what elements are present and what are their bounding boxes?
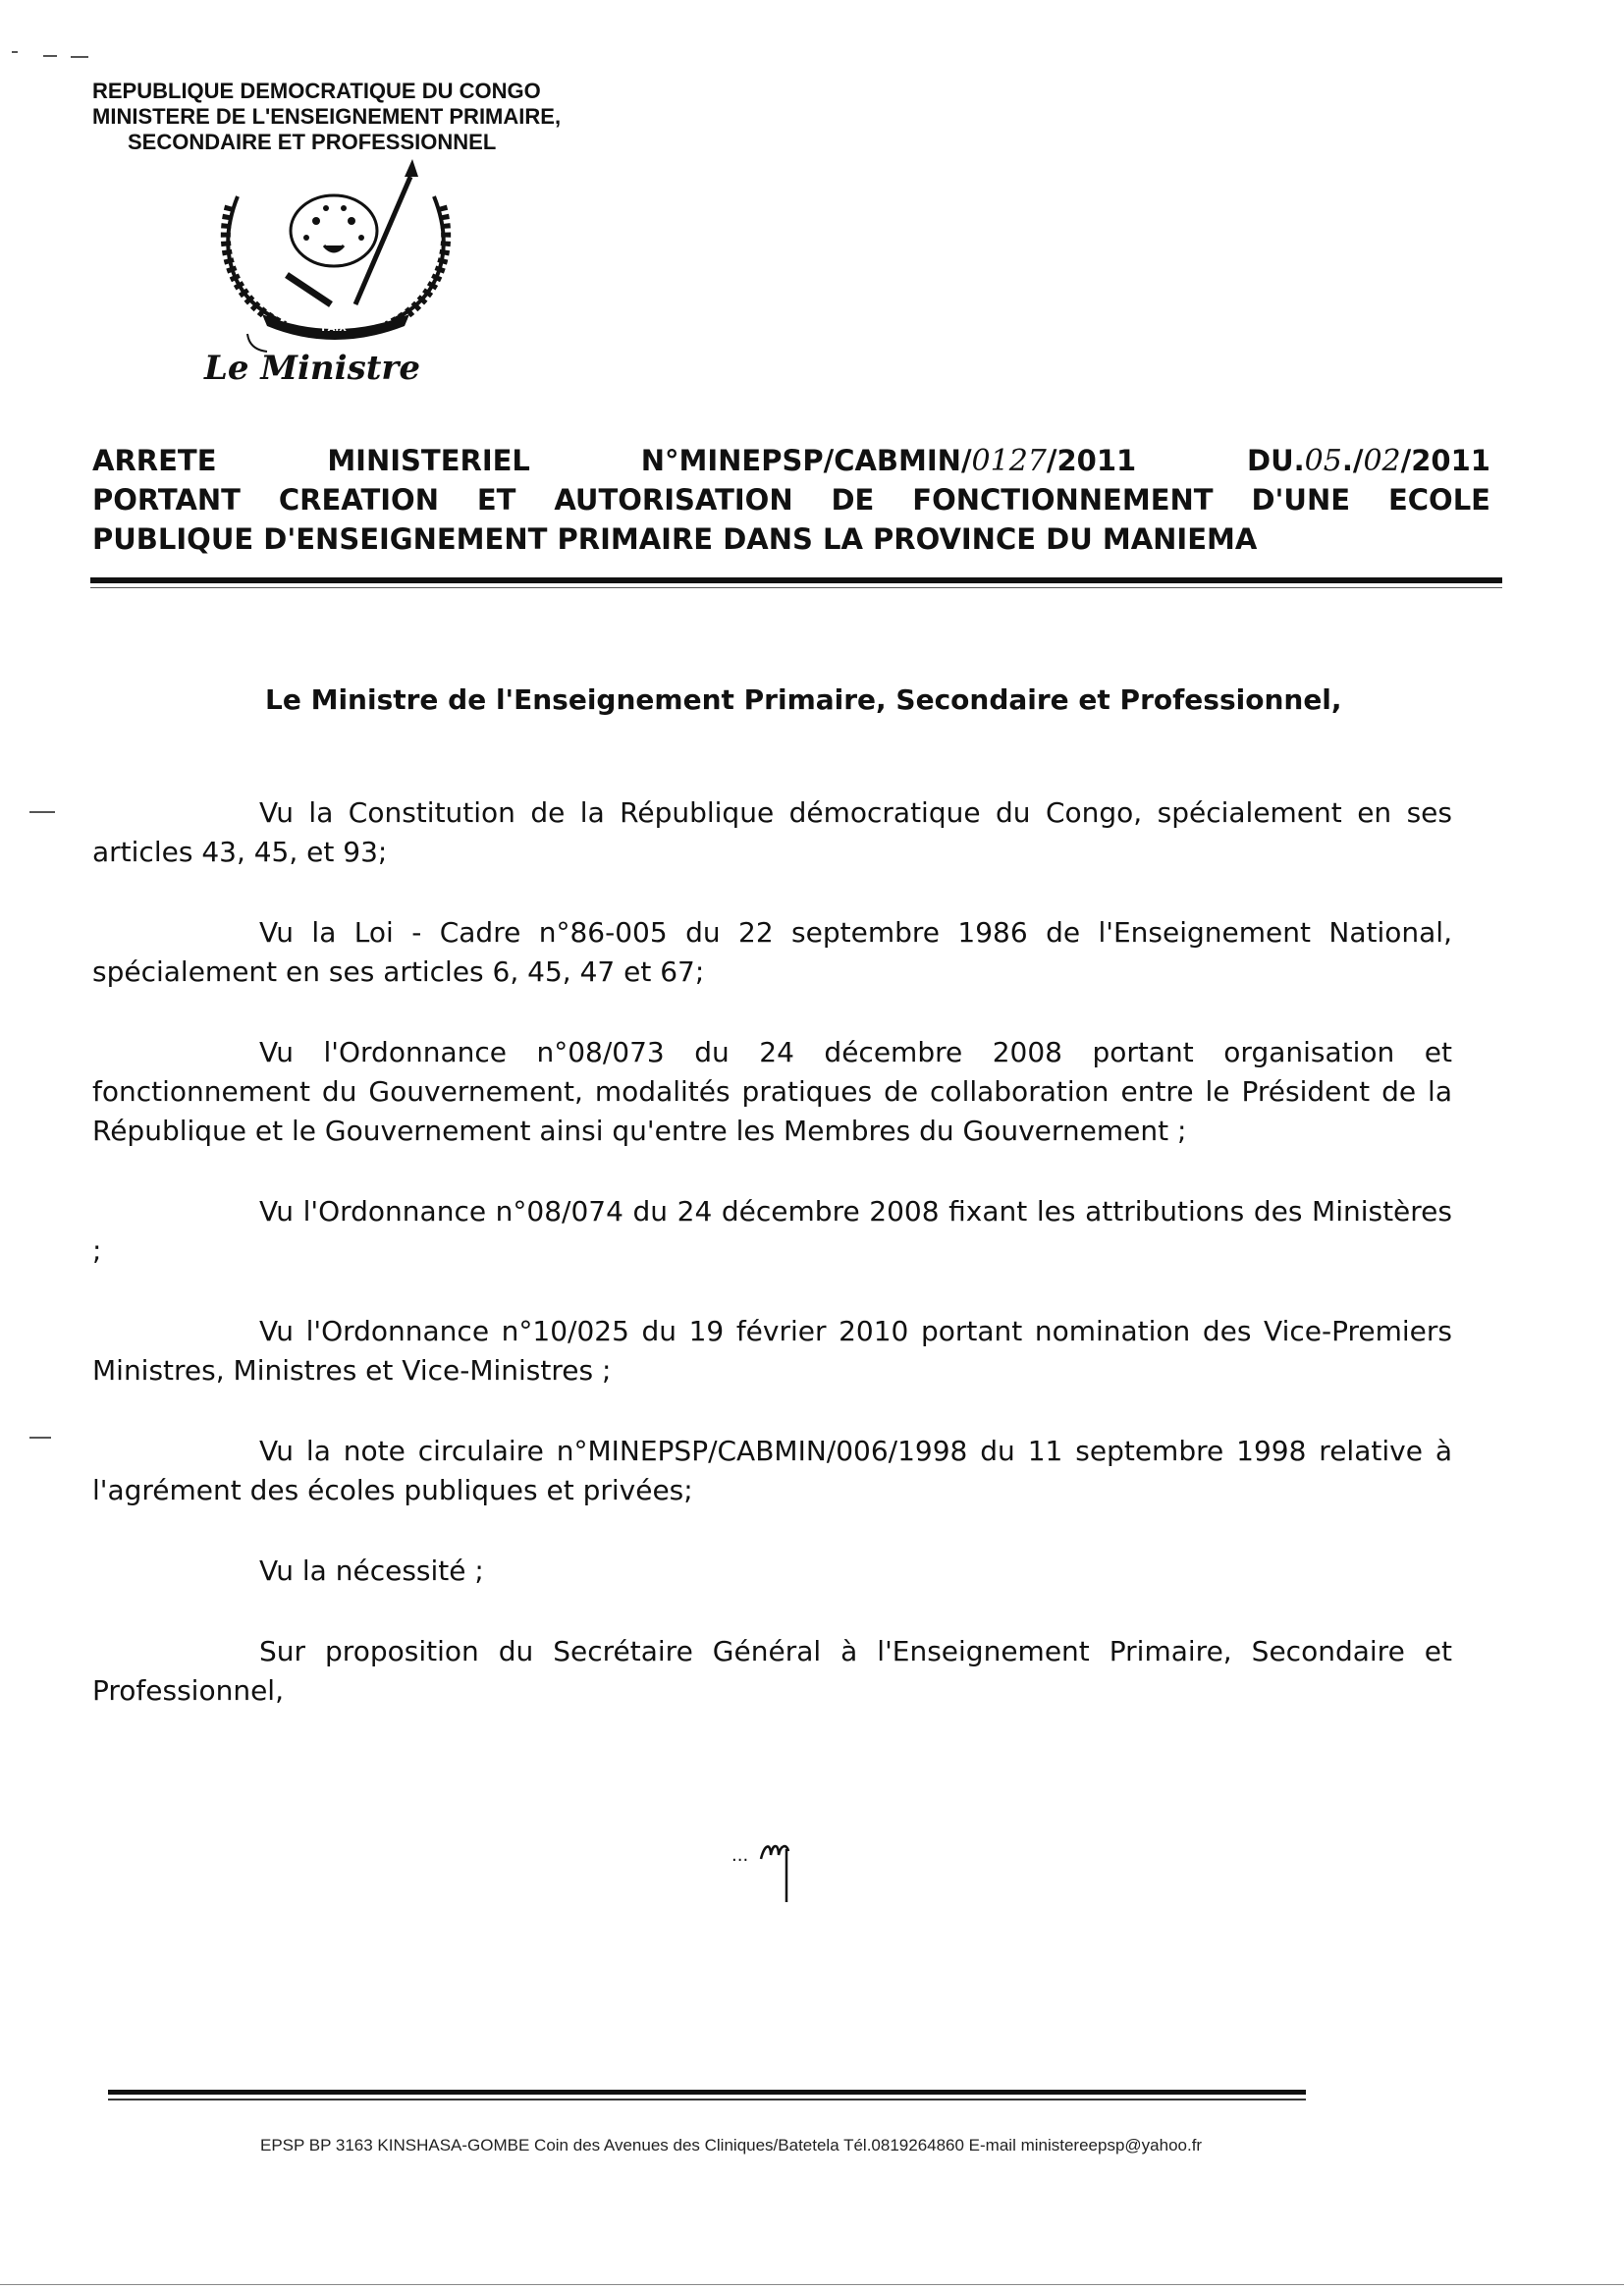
scan-speck bbox=[12, 51, 18, 53]
scan-speck bbox=[29, 1437, 51, 1439]
date-day-handwritten: 05 bbox=[1304, 444, 1342, 478]
footer-divider-thin bbox=[108, 2099, 1306, 2100]
initials-dots: ... bbox=[731, 1845, 749, 1866]
title-divider-thin bbox=[90, 587, 1502, 588]
header-ministry: MINISTERE DE L'ENSEIGNEMENT PRIMAIRE, bbox=[92, 104, 562, 129]
date-year: /2011 bbox=[1400, 444, 1490, 477]
title-divider bbox=[90, 577, 1502, 583]
svg-text:PAIX: PAIX bbox=[321, 323, 347, 334]
title-word: ET bbox=[476, 483, 516, 517]
minister-signature-title: Le Ministre bbox=[204, 349, 420, 388]
title-word: ECOLE bbox=[1387, 483, 1490, 517]
footer-divider bbox=[108, 2090, 1306, 2095]
page-bottom-edge bbox=[0, 2284, 1624, 2285]
recital-constitution: Vu la Constitution de la République démocratique du Congo, spécialement en ses articles 43, 45, et 93; bbox=[92, 796, 1452, 868]
recital-ordonnance-08-074: Vu l'Ordonnance n°08/074 du 24 décembre 2008 fixant les attributions des Ministères ; bbox=[92, 1195, 1452, 1267]
recital-ordonnance-10-025: Vu l'Ordonnance n°10/025 du 19 février 2010 portant nomination des Vice-Premiers Ministres, Ministres et Vice-Ministres ; bbox=[92, 1315, 1452, 1387]
title-word: DE bbox=[831, 483, 875, 517]
title-word-arrete: ARRETE bbox=[92, 444, 217, 477]
date-month-separator: / bbox=[1352, 444, 1364, 477]
recital-ordonnance-08-073: Vu l'Ordonnance n°08/073 du 24 décembre 2008 portant organisation et fonctionnement du Gouvernement, modalités pratiques de collaboration entre le Président de la République et le Gouvernement ainsi qu'entre les Membres du Gouvernement ; bbox=[92, 1036, 1452, 1147]
title-word: AUTORISATION bbox=[554, 483, 793, 517]
date-prefix: DU. bbox=[1247, 444, 1305, 477]
date-separator: . bbox=[1341, 444, 1353, 477]
title-word: CREATION bbox=[278, 483, 439, 517]
decree-title-line-2 bbox=[92, 481, 1490, 518]
footer-contact-info: EPSP BP 3163 KINSHASA-GOMBE Coin des Avenues des Cliniques/Batetela Tél.0819264860 E-mail ministereepsp@yahoo.fr bbox=[260, 2136, 1203, 2155]
decree-title-line-1 bbox=[92, 442, 1490, 480]
minister-heading: Le Ministre de l'Enseignement Primaire, Secondaire et Professionnel, bbox=[265, 683, 1342, 716]
decree-title-line-3: PUBLIQUE D'ENSEIGNEMENT PRIMAIRE DANS LA PROVINCE DU MANIEMA bbox=[92, 522, 1258, 556]
date-month-handwritten: 02 bbox=[1363, 444, 1401, 478]
reference-number-handwritten: 0127 bbox=[971, 444, 1047, 478]
reference-year: /2011 bbox=[1046, 444, 1137, 477]
scan-speck bbox=[43, 55, 57, 57]
scan-speck bbox=[71, 56, 88, 58]
reference-prefix: N°MINEPSP/CABMIN/ bbox=[640, 444, 972, 477]
decree-date bbox=[1247, 442, 1490, 480]
title-word: FONCTIONNEMENT bbox=[912, 483, 1214, 517]
header-republic: REPUBLIQUE DEMOCRATIQUE DU CONGO bbox=[92, 79, 541, 103]
title-word: PORTANT bbox=[92, 483, 241, 517]
decree-reference bbox=[641, 442, 1137, 480]
title-word: D'UNE bbox=[1251, 483, 1351, 517]
coat-of-arms-emblem bbox=[208, 157, 463, 358]
header-ministry-cont: SECONDAIRE ET PROFESSIONNEL bbox=[128, 130, 497, 154]
handwritten-initials bbox=[731, 1822, 830, 1910]
scan-speck bbox=[29, 811, 55, 813]
title-word-ministeriel: MINISTERIEL bbox=[327, 444, 530, 477]
recital-proposition: Sur proposition du Secrétaire Général à l'Enseignement Primaire, Secondaire et Professionnel, bbox=[92, 1635, 1452, 1707]
recital-necessite: Vu la nécessité ; bbox=[259, 1555, 484, 1587]
recital-loi-cadre: Vu la Loi - Cadre n°86-005 du 22 septembre 1986 de l'Enseignement National, spécialement en ses articles 6, 45, 47 et 67; bbox=[92, 916, 1452, 988]
recital-note-circulaire: Vu la note circulaire n°MINEPSP/CABMIN/006/1998 du 11 septembre 1998 relative à l'agrément des écoles publiques et privées; bbox=[92, 1435, 1452, 1506]
